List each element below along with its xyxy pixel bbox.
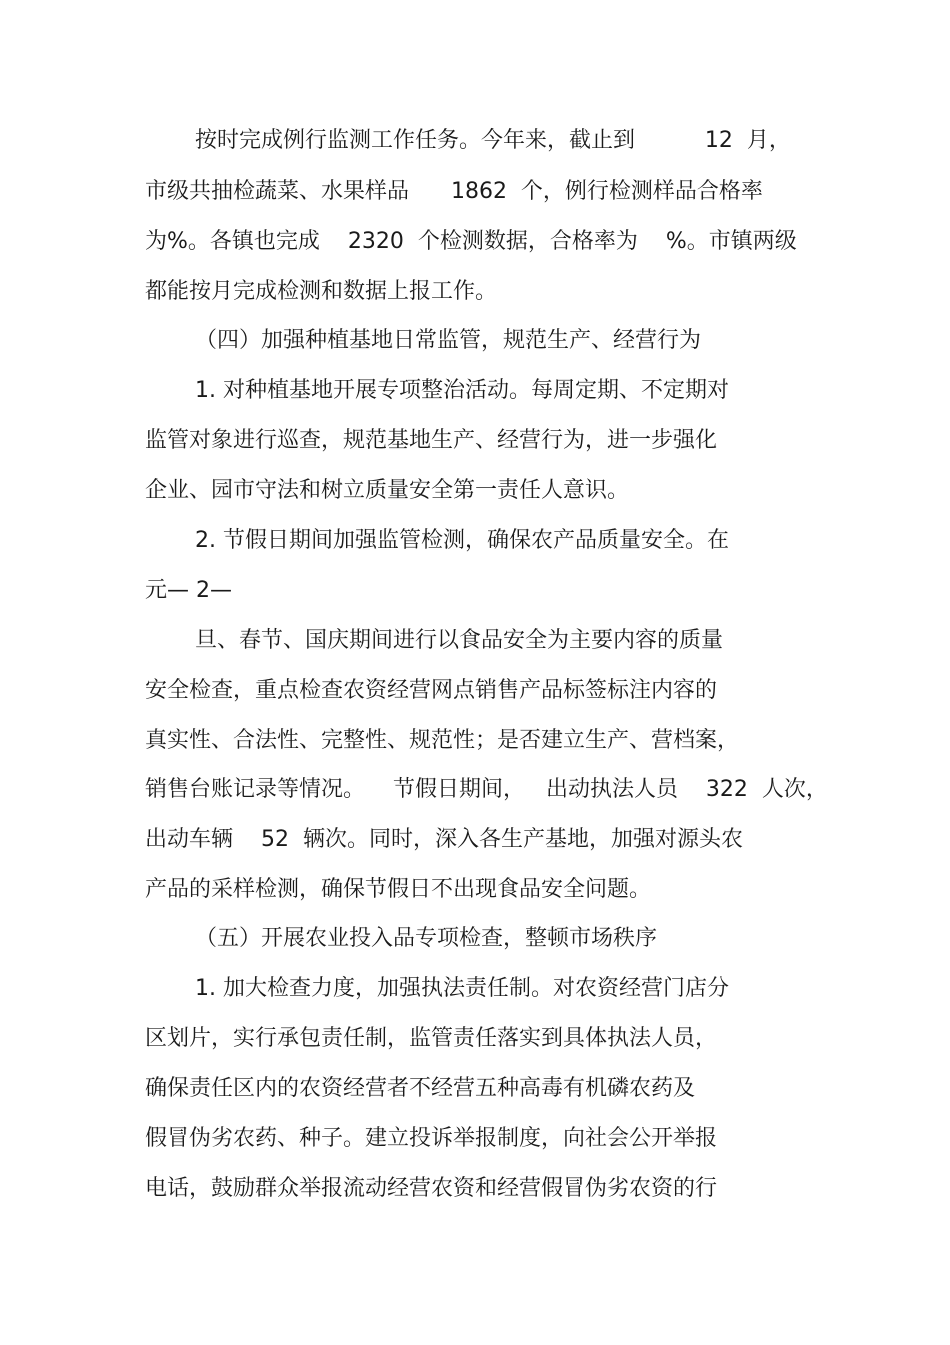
text-line: 安全检查，重点检查农资经营网点销售产品标签标注内容的 (145, 678, 718, 703)
text-line: 电话，鼓励群众举报流动经营农资和经营假冒伪劣农资的行 (145, 1176, 718, 1201)
section-heading: （四）加强种植基地日常监管，规范生产、经营行为 (195, 328, 702, 353)
text-line: 企业、园市守法和树立质量安全第一责任人意识。 (145, 478, 630, 503)
text-line: 假冒伪劣农药、种子。建立投诉举报制度，向社会公开举报 (145, 1126, 718, 1151)
text-line: 1. 对种植基地开展专项整治活动。每周定期、不定期对 (195, 378, 729, 403)
text-line: 确保责任区内的农资经营者不经营五种高毒有机磷农药及 (145, 1076, 696, 1101)
text-line: 销售台账记录等情况。 节假日期间， 出动执法人员 322 人次， (145, 777, 828, 802)
text-line: 为%。各镇也完成 2320 个检测数据，合格率为 %。市镇两级 (145, 229, 797, 254)
text-line: 真实性、合法性、完整性、规范性；是否建立生产、营档案， (145, 728, 740, 753)
text-line: 市级共抽检蔬菜、水果样品 1862 个，例行检测样品合格率 (145, 179, 763, 204)
page-number-line: 元— 2— (145, 578, 232, 603)
text-line: 产品的采样检测，确保节假日不出现食品安全问题。 (145, 877, 652, 902)
text-line: 出动车辆 52 辆次。同时，深入各生产基地，加强对源头农 (145, 827, 743, 852)
text-line: 2. 节假日期间加强监管检测，确保农产品质量安全。在 (195, 528, 729, 553)
text-line: 按时完成例行监测工作任务。今年来，截止到 12 月， (195, 128, 791, 153)
text-line: 旦、春节、国庆期间进行以食品安全为主要内容的质量 (195, 628, 724, 653)
section-heading: （五）开展农业投入品专项检查，整顿市场秩序 (195, 926, 658, 951)
text-line: 区划片，实行承包责任制，监管责任落实到具体执法人员， (145, 1026, 718, 1051)
text-line: 监管对象进行巡查，规范基地生产、经营行为，进一步强化 (145, 428, 718, 453)
text-line: 1. 加大检查力度，加强执法责任制。对农资经营门店分 (195, 976, 729, 1001)
text-line: 都能按月完成检测和数据上报工作。 (145, 279, 498, 304)
